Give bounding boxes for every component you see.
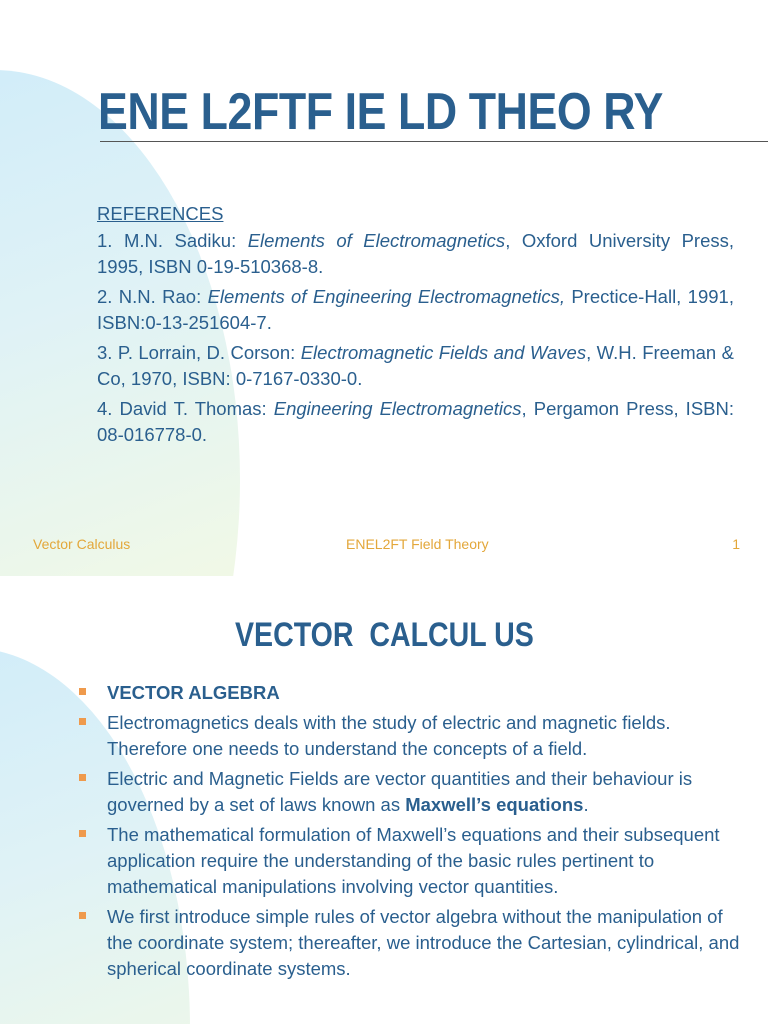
reference-title: Elements of Electromagnetics xyxy=(247,230,506,251)
slide-separator xyxy=(0,576,768,586)
bullet-item xyxy=(78,822,748,900)
reference-item xyxy=(97,340,734,392)
reference-publisher: Prectice-Hall, 1991, ISBN:0-13-251604-7. xyxy=(97,286,734,333)
reference-author: 1. M.N. Sadiku: xyxy=(97,230,248,251)
reference-author: 2. N.N. Rao: xyxy=(97,286,208,307)
references-heading: REFERENCES xyxy=(97,203,224,224)
bullet-text-end: . xyxy=(583,794,589,815)
footer-course-name: ENEL2FT Field Theory xyxy=(346,536,489,552)
bullet-text: Electromagnetics deals with the study of electric and magnetic fields. Therefore one needs to understand the concepts of a field. xyxy=(107,712,671,759)
title-underline-rule xyxy=(100,141,768,142)
bullet-text: VECTOR ALGEBRA xyxy=(107,682,280,703)
slide-title: VECTOR CALCUL US xyxy=(235,616,534,654)
reference-publisher: , Pergamon Press, ISBN: 08-016778-0. xyxy=(97,398,734,445)
reference-item xyxy=(97,284,734,336)
bullet-item xyxy=(78,680,748,706)
square-bullet-icon xyxy=(79,774,86,781)
bullet-item xyxy=(78,766,748,818)
slide-2 xyxy=(0,576,768,1024)
reference-title: Elements of Engineering Electromagnetics, xyxy=(207,286,565,307)
reference-title: Engineering Electromagnetics xyxy=(273,398,522,419)
reference-author: 4. David T. Thomas: xyxy=(97,398,274,419)
reference-author: 3. P. Lorrain, D. Corson: xyxy=(97,342,301,363)
reference-publisher: , W.H. Freeman & Co, 1970, ISBN: 0-7167-0330-0. xyxy=(97,342,734,389)
footer-section-name: Vector Calculus xyxy=(33,536,131,552)
bullet-item xyxy=(78,710,748,762)
bullet-text: The mathematical formulation of Maxwell’s equations and their subsequent application require the understanding of the basic rules pertinent to mathematical manipulations involving vector quantities. xyxy=(107,824,720,897)
reference-item xyxy=(97,396,734,448)
bullet-text: Electric and Magnetic Fields are vector quantities and their behaviour is governed by a set of laws known as xyxy=(107,768,693,815)
square-bullet-icon xyxy=(79,912,86,919)
bullet-item xyxy=(78,904,748,982)
reference-publisher: , Oxford University Press, 1995, ISBN 0-19-510368-8. xyxy=(97,230,735,277)
references-block xyxy=(97,200,734,452)
square-bullet-icon xyxy=(79,688,86,695)
bullet-text: We first introduce simple rules of vector algebra without the manipulation of the coordinate system; thereafter, we introduce the Cartesian, cylindrical, and spherical coordinate systems. xyxy=(107,906,740,979)
reference-item xyxy=(97,228,734,280)
square-bullet-icon xyxy=(79,830,86,837)
square-bullet-icon xyxy=(79,718,86,725)
footer-page-number: 1 xyxy=(732,536,740,552)
reference-title: Electromagnetic Fields and Waves xyxy=(300,342,587,363)
bullet-bold-text: Maxwell’s equations xyxy=(405,794,584,815)
slide-title: ENE L2FTF IE LD THEO RY xyxy=(98,83,663,141)
bullet-list xyxy=(78,680,748,986)
